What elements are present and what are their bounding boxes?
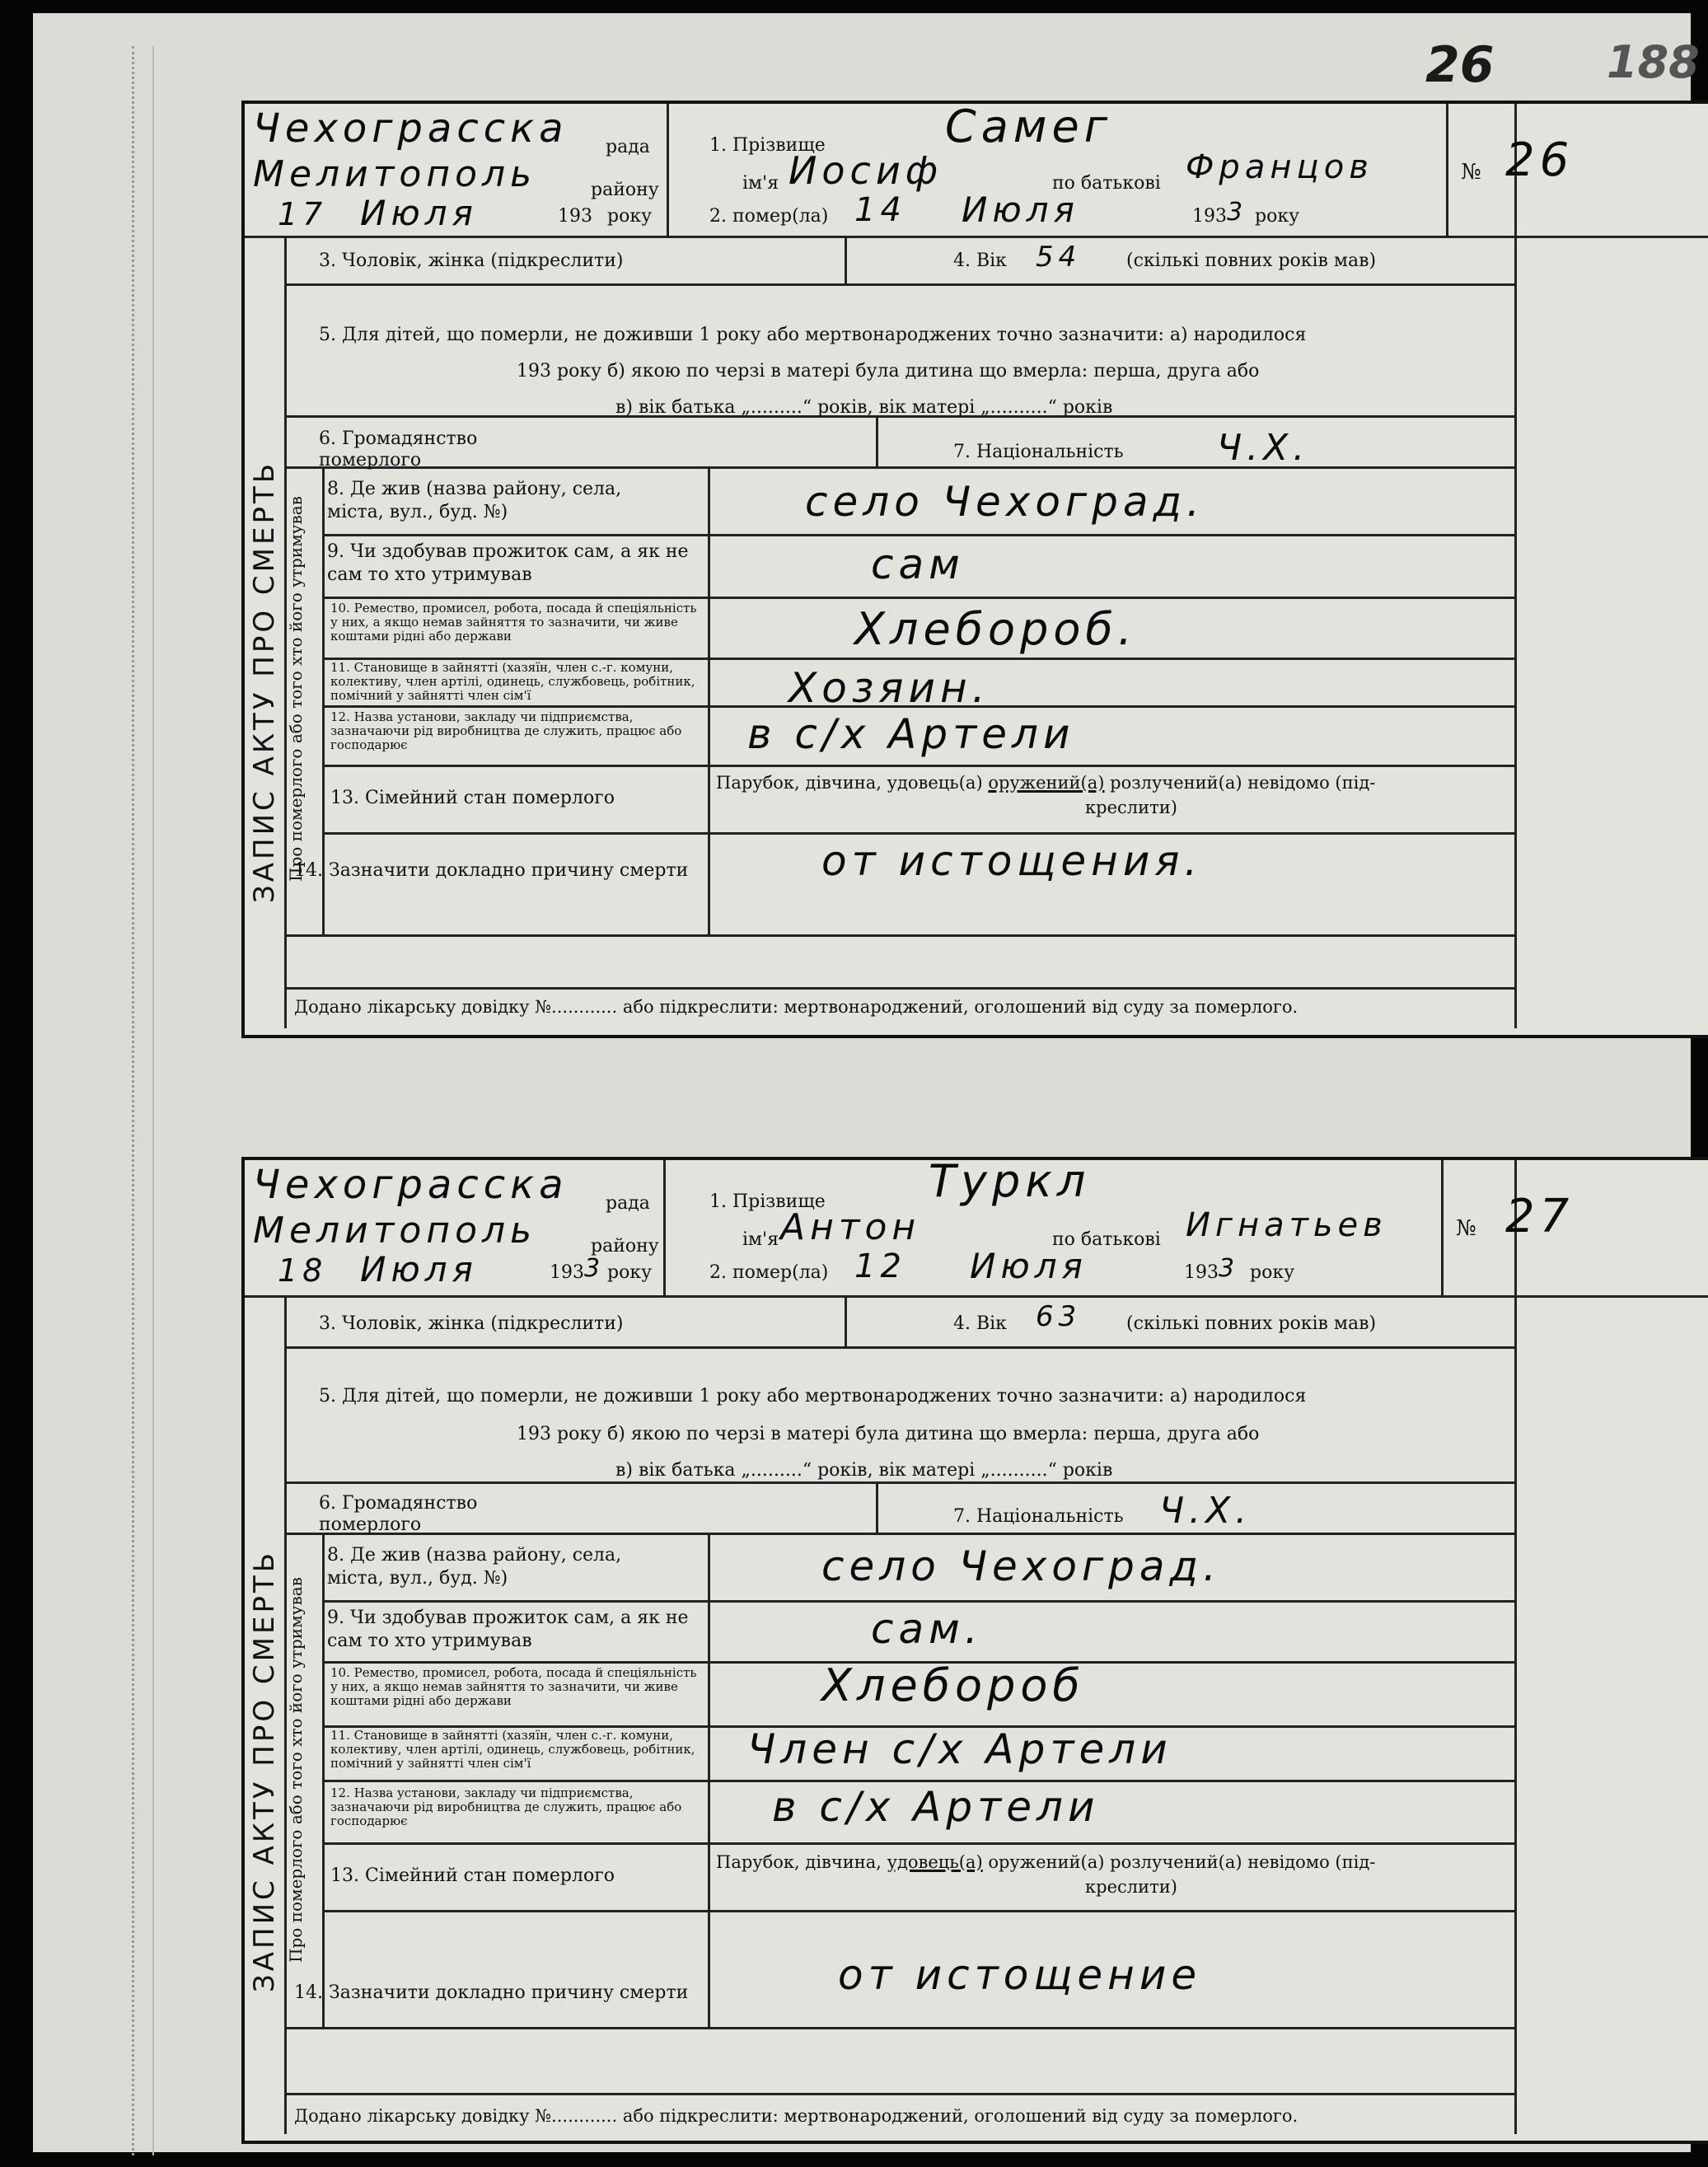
- roku-label: року: [607, 1262, 653, 1283]
- side-subtitle: Про померлого або того хто його утримував: [286, 496, 306, 882]
- death-year: 193: [1184, 1262, 1219, 1283]
- field-10-label: 10. Ремество, промисел, робота, посада й спеціяльність у них, а якщо немав зайняття то зазначити, чи живе коштами рідні або держави: [330, 1665, 697, 1708]
- occupation-value: Хлебороб: [821, 1659, 1085, 1711]
- rada-label: рада: [606, 1193, 650, 1214]
- field-9-label: 9. Чи здобував прожиток сам, а як не сам то хто утримував: [327, 541, 689, 585]
- roku-label-2: року: [1250, 1262, 1295, 1283]
- surname-value: Туркл: [929, 1155, 1091, 1207]
- field-5-line-3: в) вік батька „.........“ років, вік матері „..........“ років: [615, 1460, 1113, 1481]
- field-13-options: Парубок, дівчина, удовець(а) оружений(а) розлучений(а) невідомо (під-: [716, 773, 1376, 793]
- death-month: Июля: [962, 190, 1079, 230]
- died-label: 2. помер(ла): [709, 1262, 829, 1283]
- nationality-value: Ч.Х.: [1159, 1490, 1252, 1532]
- binding-edge: [132, 46, 154, 2155]
- field-4-label: 4. Вік: [953, 1313, 1007, 1334]
- side-title: ЗАПИС АКТУ ПРО СМЕРТЬ: [248, 1549, 281, 1992]
- reg-day: 18: [278, 1252, 328, 1289]
- position-value: Член с/х Артели: [747, 1725, 1172, 1773]
- rada-name: Чехограсска: [253, 1162, 569, 1208]
- death-day: 12: [854, 1247, 906, 1285]
- occupation-value: Хлебороб.: [854, 603, 1137, 655]
- reg-year-suffix: 3: [584, 1254, 606, 1283]
- field-3-label: 3. Чоловік, жінка (підкреслити): [319, 250, 624, 271]
- age-value: 63: [1036, 1300, 1082, 1333]
- cause-value: от истощения.: [821, 837, 1203, 885]
- residence-value: село Чехоград.: [805, 478, 1205, 526]
- field-13-label: 13. Сімейний стан померлого: [330, 1865, 615, 1886]
- death-record-card-2: [241, 1157, 1708, 2144]
- field-4-suffix: (скількі повних років мав): [1126, 1313, 1377, 1334]
- field-4-label: 4. Вік: [953, 250, 1007, 271]
- field-11-label: 11. Становище в зайнятті (хазяїн, член с.-г. комуни, колективу, член артілі, одинець, службовець, робітник, помічний у зайнятті член сім'ї: [330, 1728, 695, 1771]
- side-title: ЗАПИС АКТУ ПРО СМЕРТЬ: [248, 460, 281, 903]
- died-label: 2. помер(ла): [709, 206, 829, 227]
- field-4-suffix: (скількі повних років мав): [1126, 250, 1377, 271]
- field-12-label: 12. Назва установи, закладу чи підприємства, зазначаючи рід виробництва де служить, працює або господарює: [330, 1786, 682, 1828]
- residence-value: село Чехоград.: [821, 1542, 1222, 1590]
- patronymic-label: по батькові: [1052, 173, 1161, 194]
- field-9-label: 9. Чи здобував прожиток сам, а як не сам то хто утримував: [327, 1608, 689, 1651]
- reg-month: Июля: [360, 1249, 478, 1289]
- number-sign: №: [1456, 1216, 1476, 1241]
- nationality-value: Ч.Х.: [1217, 427, 1310, 469]
- married-underlined: оружений(а): [988, 773, 1105, 793]
- field-5-line-1: 5. Для дітей, що померли, не доживши 1 року або мертвонароджених точно зазначити: а) народилося: [319, 325, 1307, 345]
- death-day: 14: [854, 191, 906, 229]
- surname-value: Самег: [945, 101, 1113, 152]
- name-value: Иосиф: [788, 148, 943, 193]
- death-record-card-1: [241, 101, 1708, 1038]
- field-7-label: 7. Національність: [953, 1506, 1124, 1527]
- record-number: 26: [1505, 133, 1575, 187]
- field-6-label: 6. Громадянство померлого: [319, 428, 478, 470]
- raion-label: району: [591, 180, 659, 200]
- surname-label: 1. Прізвище: [709, 135, 826, 156]
- reg-year: 193: [558, 206, 592, 227]
- roku-label-2: року: [1255, 206, 1300, 227]
- number-sign: №: [1461, 160, 1481, 185]
- surname-label: 1. Прізвище: [709, 1191, 826, 1212]
- field-5-line-1: 5. Для дітей, що померли, не доживши 1 року або мертвонароджених точно зазначити: а) народилося: [319, 1386, 1307, 1406]
- rada-name: Чехограсска: [253, 105, 569, 152]
- rada-label: рада: [606, 137, 650, 157]
- field-11-label: 11. Становище в зайнятті (хазяїн, член с.-г. комуни, колективу, член артілі, одинець, службовець, робітник, помічний у зайнятті член сім'ї: [330, 660, 695, 703]
- position-value: Хозяин.: [788, 664, 990, 712]
- field-5-line-3: в) вік батька „.........“ років, вік матері „..........“ років: [615, 397, 1113, 418]
- record-number: 27: [1505, 1190, 1575, 1243]
- institution-value: в с/х Артели: [747, 710, 1075, 758]
- field-7-label: 7. Національність: [953, 442, 1124, 462]
- raion-name: Мелитополь: [253, 1210, 537, 1252]
- support-value: сам.: [871, 1605, 983, 1653]
- death-year-suffix: 3: [1227, 198, 1248, 227]
- field-8-label: 8. Де жив (назва району, села, міста, вул., буд. №): [327, 1545, 622, 1589]
- field-12-label: 12. Назва установи, закладу чи підприємства, зазначаючи рід виробництва де служить, працює або господарює: [330, 709, 682, 752]
- field-10-label: 10. Ремество, промисел, робота, посада й спеціяльність у них, а якщо немав зайняття то зазначити, чи живе коштами рідні або держави: [330, 601, 697, 644]
- death-year-suffix: 3: [1219, 1254, 1240, 1283]
- field-3-label: 3. Чоловік, жінка (підкреслити): [319, 1313, 624, 1334]
- patronymic-value: Игнатьев: [1186, 1206, 1387, 1244]
- death-month: Июля: [970, 1246, 1088, 1286]
- field-13-label: 13. Сімейний стан померлого: [330, 788, 615, 808]
- field-14-label: 14. Зазначити докладно причину смерти: [294, 860, 689, 881]
- patronymic-label: по батькові: [1052, 1229, 1161, 1250]
- field-6-label: 6. Громадянство померлого: [319, 1493, 478, 1535]
- field-5-line-2: 193 року б) якою по черзі в матері була дитина що вмерла: перша, друга або: [517, 1424, 1260, 1444]
- field-14-label: 14. Зазначити докладно причину смерти: [294, 1982, 689, 2003]
- name-label: ім'я: [742, 1229, 779, 1250]
- patronymic-value: Францов: [1186, 148, 1373, 186]
- widower-underlined: удовець(а): [887, 1852, 983, 1872]
- reg-day: 17: [278, 196, 328, 232]
- death-year: 193: [1192, 206, 1227, 227]
- cause-value: от истощение: [838, 1951, 1202, 1999]
- field-13-options-end: креслити): [1085, 1877, 1177, 1897]
- raion-label: району: [591, 1236, 659, 1257]
- field-8-label: 8. Де жив (назва району, села, міста, вул., буд. №): [327, 479, 622, 522]
- side-subtitle: Про померлого або того хто його утримував: [286, 1577, 306, 1963]
- institution-value: в с/х Артели: [772, 1783, 1100, 1831]
- name-value: Антон: [780, 1206, 921, 1248]
- age-value: 54: [1036, 241, 1082, 274]
- reg-month: Июля: [360, 193, 478, 233]
- footer-note: Додано лікарську довідку №............ або підкреслити: мертвонароджений, оголошений від суду за померлого.: [294, 997, 1299, 1017]
- roku-label: року: [607, 206, 653, 227]
- name-label: ім'я: [742, 173, 779, 194]
- reg-year: 193: [550, 1262, 584, 1283]
- archive-folio-number: 188: [1607, 36, 1700, 88]
- footer-note: Додано лікарську довідку №............ або підкреслити: мертвонароджений, оголошений від суду за померлого.: [294, 2106, 1299, 2126]
- field-5-line-2: 193 року б) якою по черзі в матері була дитина що вмерла: перша, друга або: [517, 361, 1260, 381]
- support-value: сам: [871, 541, 965, 588]
- archive-page-number: 26: [1425, 36, 1495, 94]
- raion-name: Мелитополь: [253, 153, 537, 195]
- field-13-options: Парубок, дівчина, удовець(а) оружений(а) розлучений(а) невідомо (під-: [716, 1852, 1376, 1872]
- field-13-options-end: креслити): [1085, 798, 1177, 817]
